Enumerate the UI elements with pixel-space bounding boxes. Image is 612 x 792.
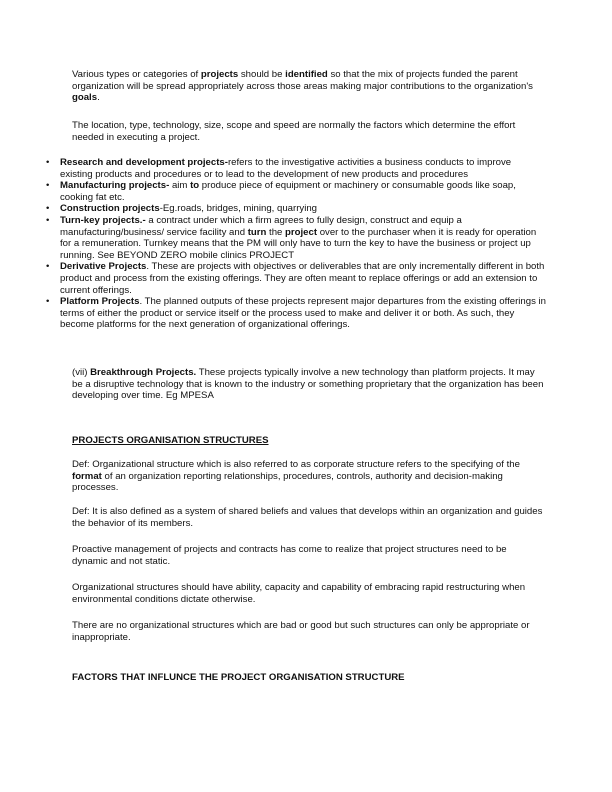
list-item — [46, 261, 546, 296]
bullet-icon: • — [46, 296, 50, 308]
bold-text: format — [72, 470, 102, 482]
text: so that the mix of projects funded the parent organization will be spread appropriately across those areas making major contributions to the organization's — [72, 69, 533, 92]
item-text: aim — [169, 180, 191, 192]
item-text: the — [266, 226, 286, 238]
item-text: . The planned outputs of these projects represent major departures from the existing offerings in terms of either the product or service itself or the process used to make and deliver it or both. As such, they become platforms for the next generation of organizational offerings. — [60, 296, 546, 331]
definition-paragraph-2: Def: It is also defined as a system of shared beliefs and values that develops within an organization and guides the behavior of its members. — [72, 506, 543, 529]
paragraph: There are no organizational structures which are bad or good but such structures can only be appropriate or inappropriate. — [72, 620, 530, 643]
paragraph: Proactive management of projects and contracts has come to realize that project structures need to be dynamic and not static. — [72, 544, 507, 567]
text: of an organization reporting relationships, procedures, controls, authority and decision-making processes. — [72, 470, 503, 494]
item-text: produce piece of equipment or machinery or consumable goods like soap, cooking fat etc. — [60, 180, 516, 203]
bullet-icon: • — [46, 157, 50, 168]
bold-text: to — [190, 180, 200, 192]
list-item — [46, 296, 546, 331]
bold-text: turn — [247, 226, 267, 238]
definition-paragraph-1 — [72, 459, 544, 494]
bullet-icon: • — [46, 261, 50, 273]
item-title: Turn-key projects.- — [60, 214, 146, 226]
text: Various types or categories of — [72, 69, 201, 80]
item-title: Platform Projects — [60, 296, 140, 308]
list-item — [46, 157, 546, 180]
item-text: a contract under which a firm agrees to fully design, construct and equip a manufacturing/business/ service facility and — [60, 214, 462, 238]
item-text: over to the purchaser when it is ready for operation for a remuneration. Turnkey means that the PM will only have to turn the key to have the business or project up running. See BEYOND ZERO mobile clinics PROJECT — [60, 226, 537, 261]
project-types-list — [46, 157, 546, 331]
text: These projects typically involve a new technology than platform projects. It may be a disruptive technology that is known to the industry or something proprietary that the organization has been developing over time. Eg MPESA — [72, 367, 544, 402]
text: (vii) — [72, 367, 91, 378]
bold-text: goals — [72, 92, 98, 104]
bold-text: Breakthrough Projects. — [90, 367, 197, 378]
list-item — [46, 180, 546, 203]
intro-paragraph-2: The location, type, technology, size, scope and speed are normally the factors which determine the effort needed in executing a project. — [72, 120, 516, 143]
item-title: Research and development projects- — [60, 157, 228, 168]
text: . — [97, 92, 100, 104]
item-title: Derivative Projects — [60, 261, 147, 273]
item-text: . These are projects with objectives or deliverables that are only incrementally different in both product and process from the existing offerings. They are often meant to replace offerings or add an extension to current offerings. — [60, 261, 545, 296]
bold-text: project — [285, 226, 318, 238]
bullet-icon: • — [46, 203, 50, 215]
item-title: Construction projects — [60, 203, 160, 215]
bullet-icon: • — [46, 180, 50, 192]
list-item — [46, 203, 546, 215]
paragraph: Organizational structures should have ability, capacity and capability of embracing rapid restructuring when environmental conditions dictate otherwise. — [72, 582, 526, 605]
breakthrough-paragraph — [72, 367, 544, 402]
bold-text: identified — [285, 69, 328, 80]
item-text: refers to the investigative activities a business conducts to improve existing products and procedures or to lead to the development of new products and procedures — [60, 157, 512, 180]
section-heading: PROJECTS ORGANISATION STRUCTURES — [72, 435, 269, 446]
item-text: -Eg.roads, bridges, mining, quarrying — [159, 203, 317, 215]
text: should be — [238, 69, 286, 80]
section-heading: FACTORS THAT INFLUNCE THE PROJECT ORGANISATION STRUCTURE — [72, 672, 405, 683]
text: Def: Organizational structure which is also referred to as corporate structure refers to the specifying of the — [72, 459, 520, 470]
intro-paragraph-1 — [72, 69, 544, 104]
list-item — [46, 214, 546, 261]
bullet-icon: • — [46, 214, 50, 226]
bold-text: projects — [200, 69, 239, 80]
item-title: Manufacturing projects- — [60, 180, 170, 192]
